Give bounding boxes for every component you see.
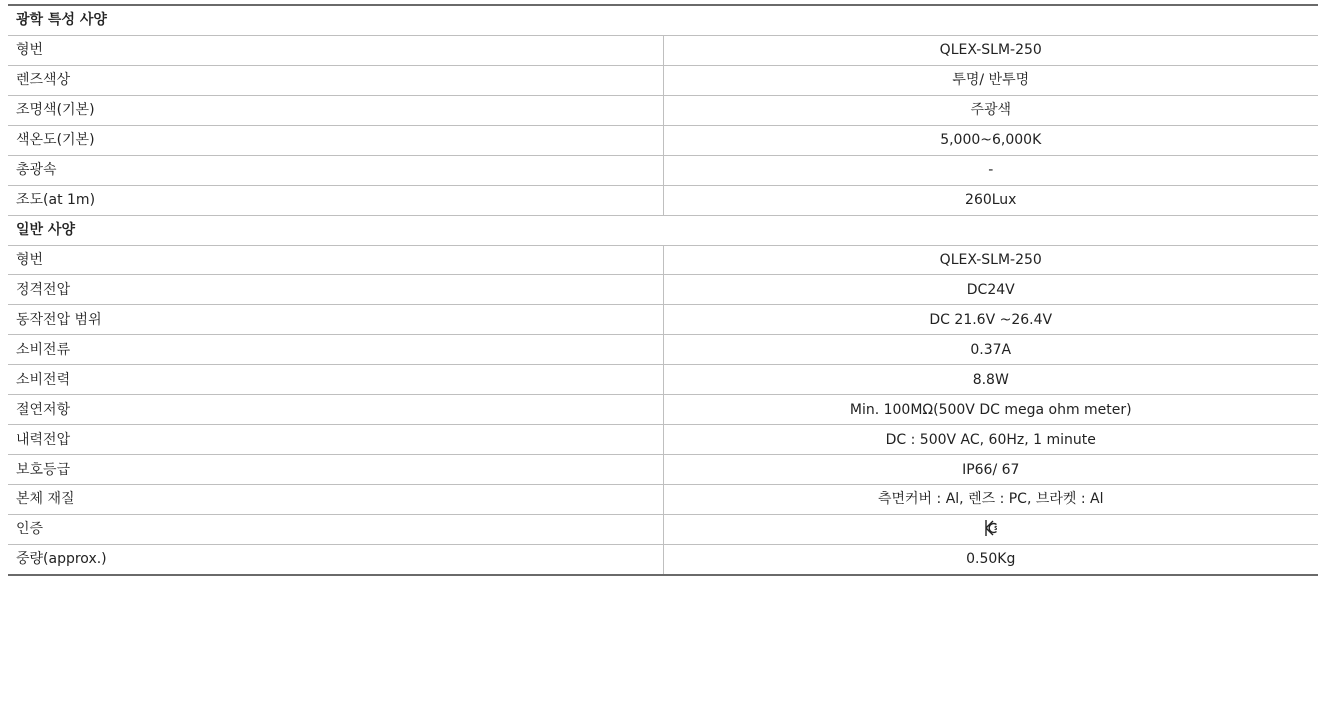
table-row [8,305,1318,335]
table-row [8,514,1318,544]
row-value: 260Lux [663,185,1318,215]
table-row [8,365,1318,395]
row-label: 정격전압 [8,275,663,305]
row-value: QLEX-SLM-250 [663,245,1318,275]
section-header-general [8,215,1318,245]
row-value: 0.37A [663,335,1318,365]
row-label: 보호등급 [8,455,663,485]
row-label: 색온도(기본) [8,125,663,155]
row-value: QLEX-SLM-250 [663,35,1318,65]
row-label: 내력전압 [8,425,663,455]
table-row [8,455,1318,485]
table-row [8,155,1318,185]
row-value: 투명/ 반투명 [663,65,1318,95]
table-row [8,275,1318,305]
row-label: 본체 재질 [8,485,663,515]
row-label: 중량(approx.) [8,544,663,574]
table-row [8,35,1318,65]
spec-table [8,4,1318,576]
row-label: 형번 [8,35,663,65]
row-value: 8.8W [663,365,1318,395]
row-label: 렌즈색상 [8,65,663,95]
row-value: Min. 100MΩ(500V DC mega ohm meter) [663,395,1318,425]
row-value: IP66/ 67 [663,455,1318,485]
table-row [8,335,1318,365]
row-label: 동작전압 범위 [8,305,663,335]
section-header-optical [8,5,1318,35]
row-value: 측면커버 : Al, 렌즈 : PC, 브라켓 : Al [663,485,1318,515]
row-value: DC 21.6V ~26.4V [663,305,1318,335]
table-row [8,125,1318,155]
table-row [8,544,1318,574]
row-label: 소비전류 [8,335,663,365]
row-label: 인증 [8,514,663,544]
row-label: 조명색(기본) [8,95,663,125]
row-label: 절연저항 [8,395,663,425]
table-row [8,425,1318,455]
row-value-certification [663,514,1318,544]
row-label: 소비전력 [8,365,663,395]
row-label: 총광속 [8,155,663,185]
kc-certification-mark-icon [981,518,1001,541]
section-title: 광학 특성 사양 [8,5,1318,35]
row-value: DC24V [663,275,1318,305]
row-value: 5,000~6,000K [663,125,1318,155]
table-row [8,185,1318,215]
table-row [8,95,1318,125]
row-label: 조도(at 1m) [8,185,663,215]
row-value: - [663,155,1318,185]
table-row [8,485,1318,515]
table-row [8,395,1318,425]
row-label: 형번 [8,245,663,275]
row-value: 0.50Kg [663,544,1318,574]
table-row [8,65,1318,95]
row-value: 주광색 [663,95,1318,125]
table-row [8,245,1318,275]
section-title: 일반 사양 [8,215,1318,245]
row-value: DC : 500V AC, 60Hz, 1 minute [663,425,1318,455]
